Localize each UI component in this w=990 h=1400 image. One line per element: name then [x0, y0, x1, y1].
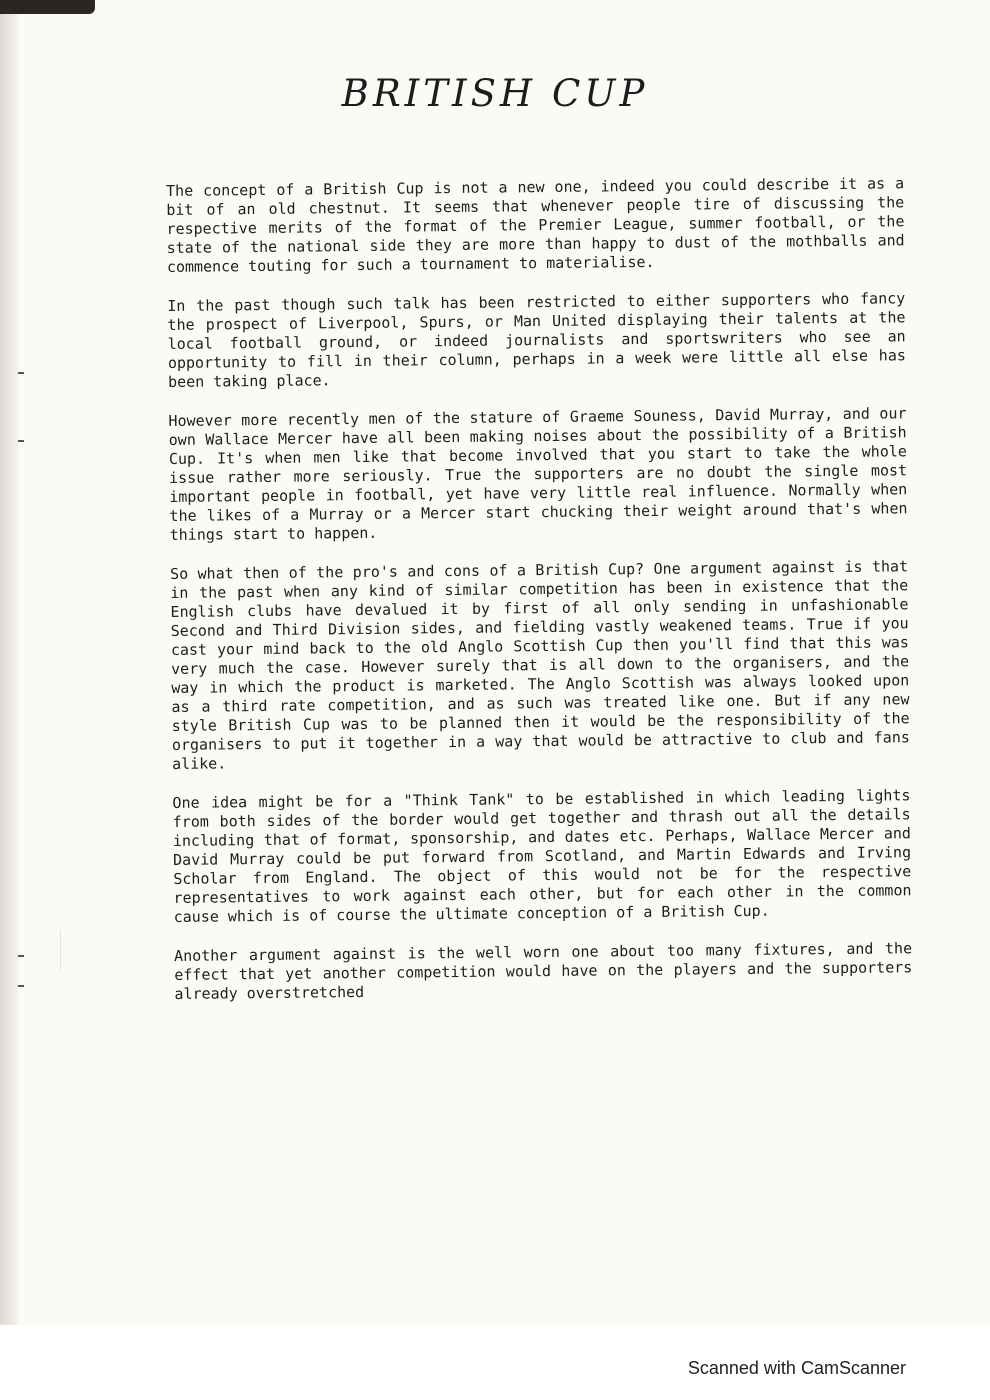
- paper-crease: [60, 930, 91, 970]
- paragraph: So what then of the pro's and cons of a British Cup? One argument against is that in the past when any kind of similar competition has been in existence that the English clubs have devalued it by first of all only sending in unfashionable Second and Third Division sides, and fielding vastly weakened teams. True if you cast your mind back to the old Anglo Scottish Cup then you'll find that this was very much the case. However surely that is all down to the organisers, and the way in which the product is marketed. The Anglo Scottish was always looked upon as a third rate competition, and as such was treated like one. But if any new style British Cup was to be planned then it would be the responsibility of the organisers to put it together in a way that would be attractive to club and fans alike.: [170, 557, 910, 773]
- paragraph: In the past though such talk has been restricted to either supporters who fancy the prospect of Liverpool, Spurs, or Man United displaying their talents at the local football ground, or indeed journalists and sportswriters who see an opportunity to fill in their column, perhaps in a week were little all else has been taking place.: [167, 289, 906, 391]
- article-body: [166, 174, 913, 1024]
- corner-shadow: [0, 0, 95, 14]
- paragraph: The concept of a British Cup is not a new one, indeed you could describe it as a bit of an old chestnut. It seems that whenever people tire of discussing the respective merits of the format of the Premier League, summer football, or the state of the national side they are more than happy to dust of the mothballs and commence touting for such a tournament to materialise.: [166, 174, 905, 276]
- paragraph: However more recently men of the stature of Graeme Souness, David Murray, and our own Wallace Mercer have all been making noises about the possibility of a British Cup. It's when men like that become involved that you start to take the whole issue rather more seriously. True the supporters are no doubt the single most important people in football, yet have very little real influence. Normally when the likes of a Murray or a Mercer start chucking their weight around that's when things start to happen.: [168, 404, 908, 544]
- margin-mark: [18, 955, 24, 957]
- paragraph: One idea might be for a "Think Tank" to be established in which leading lights from both sides of the border would get together and thrash out all the details including that of format, sponsorship, and dates etc. Perhaps, Wallace Mercer and David Murray could be put forward from Scotland, and Martin Edwards and Irving Scholar from England. The object of this would not be for the respective representatives to work against each other, but for each other in the common cause which is of course the ultimate conception of a British Cup.: [172, 786, 912, 926]
- paragraph: Another argument against is the well worn one about too many fixtures, and the effect that yet another competition would have on the players and the supporters already overstretched: [174, 939, 913, 1003]
- page-edge-shadow: [0, 0, 18, 1325]
- margin-mark: [18, 440, 24, 442]
- document-title: BRITISH CUP: [341, 72, 649, 115]
- scanner-watermark-label: Scanned with CamScanner: [687, 1358, 906, 1378]
- margin-mark: [18, 985, 24, 987]
- margin-mark: [18, 372, 24, 374]
